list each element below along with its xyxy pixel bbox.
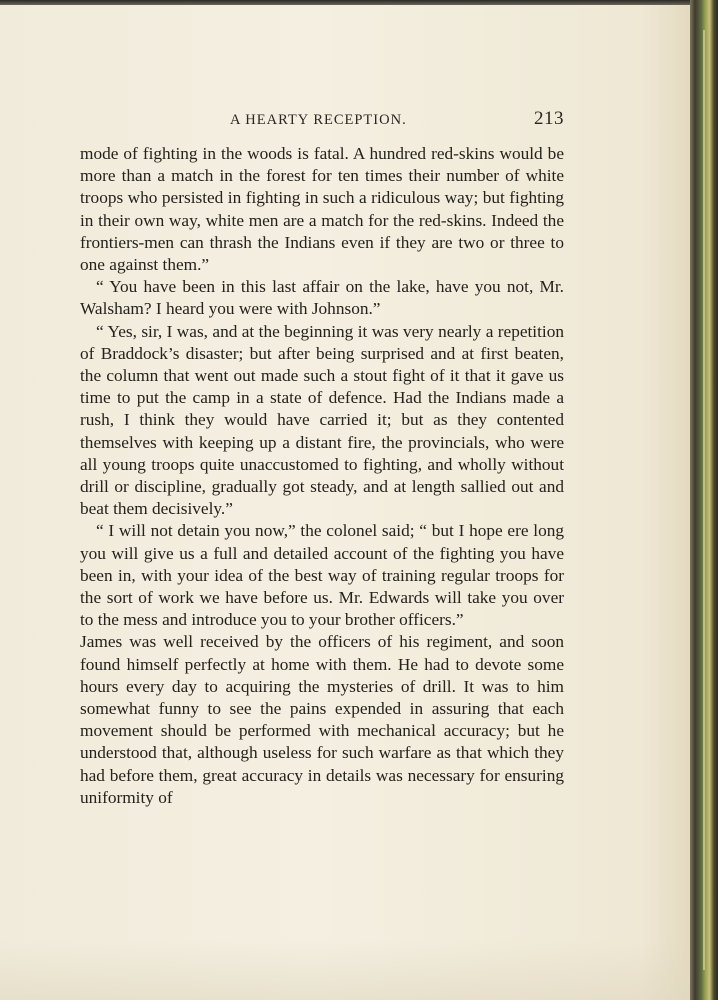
running-title: A HEARTY RECEPTION. (230, 112, 407, 128)
body-text (80, 143, 564, 809)
paragraph: “ You have been in this last affair on the lake, have you not, Mr. Walsham? I heard you were with Johnson.” (80, 277, 564, 319)
paragraph: mode of fighting in the woods is fatal. A hundred red-skins would be more than a match in the forest for ten times their number of white troops who persisted in fighting in such a ridiculous way; but fighting in their own way, white men are a match for the red-skins. Indeed the frontiers-men can thrash the Indians even if they are two or three to one against them.” (80, 144, 564, 275)
paragraph: “ Yes, sir, I was, and at the beginning it was very nearly a repetition of Braddock’s disaster; but after being surprised and at first beaten, the column that went out made such a stout fight of it that it gave us time to put the camp in a state of defence. Had the Indians made a rush, I think they would have carried it; but as they contented themselves with keeping up a distant fire, the provincials, who were all young troops quite unaccustomed to fighting, and wholly without drill or discipline, gradually got steady, and at length sallied out and beat them decisively.” (80, 321, 564, 519)
page-number: 213 (534, 108, 564, 129)
page-header (80, 108, 564, 132)
paragraph: James was well received by the officers of his regiment, and soon found himself perfectly at home with them. He had to devote some hours every day to acquiring the mysteries of drill. It was to him somewhat funny to see the pains expended in assuring that each movement should be performed with mechanical accuracy; but he understood that, although useless for such warfare as that which they had before them, great accuracy in details was necessary for ensuring uniformity of (80, 632, 564, 807)
paragraph: “ I will not detain you now,” the colonel said; “ but I hope ere long you will give us a full and detailed account of the fighting you have been in, with your idea of the best way of training regular troops for the sort of work we have before us. Mr. Edwards will take you over to the mess and introduce you to your brother officers.” (80, 521, 564, 630)
spine-highlight (703, 30, 705, 970)
